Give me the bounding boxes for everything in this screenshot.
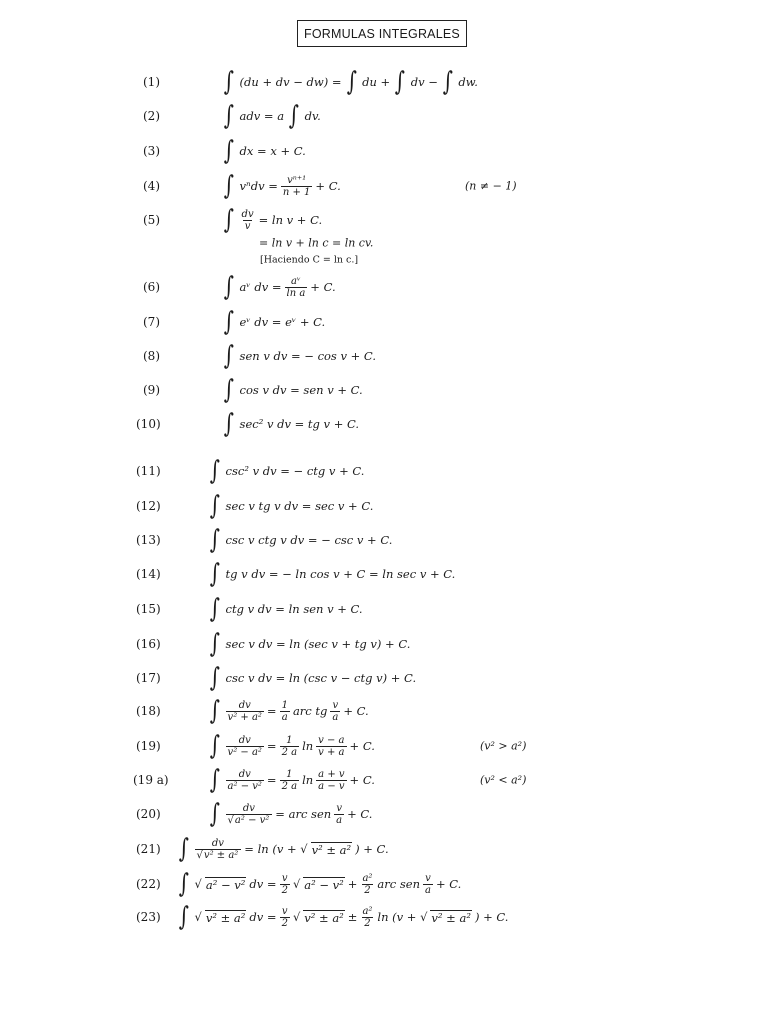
- integral-sign-icon: ∫: [178, 902, 189, 932]
- formula-row: [0, 307, 768, 337]
- formula: ∫ $\frac{dv}{\text{v² − a²}}$ = $\frac{1}{2 a}$ ln $\frac{v - a}{v + a}$ + C.: [209, 731, 375, 761]
- formula: ∫ √ a² − v² dv = $\frac{v}{2}$ √ a² − v² + $\frac{\text{a²}}{2}$ arc sen $\frac{v}{a}$ + C.: [178, 869, 462, 899]
- formula-number: (9): [143, 383, 160, 397]
- formula: ∫ sec v tg v dv = sec v + C.: [209, 491, 374, 521]
- integral-sign-icon: ∫: [209, 629, 220, 659]
- formula-row: [0, 799, 768, 829]
- formula: ∫ csc² v dv = − ctg v + C.: [209, 456, 365, 486]
- formula-row: [0, 341, 768, 371]
- integral-sign-icon: ∫: [346, 67, 357, 97]
- formula: ∫ tg v dv = − ln cos v + C = ln sec v + C.: [209, 559, 456, 589]
- formula-number: (19 a): [133, 773, 169, 787]
- integral-sign-icon: ∫: [209, 731, 220, 761]
- fraction: $\frac{v - a}{v + a}$: [318, 734, 345, 758]
- integral-sign-icon: ∫: [223, 409, 234, 439]
- formula: ∫ eᵛ dv = eᵛ + C.: [223, 307, 326, 337]
- fraction: $\frac{dv}{\text{√a² − v²}}$: [226, 803, 273, 826]
- formula-number: (16): [136, 637, 161, 651]
- formula-row: [0, 456, 768, 486]
- formula-row: [0, 136, 768, 166]
- integral-sign-icon: ∫: [209, 491, 220, 521]
- formula: ∫ ctg v dv = ln sen v + C.: [209, 594, 363, 624]
- formula-number: (10): [136, 417, 161, 431]
- fraction: $\frac{v}{a}$: [425, 872, 431, 896]
- formula: ∫ √ v² ± a² dv = $\frac{v}{2}$ √ v² ± a² ± $\frac{\text{a²}}{2}$ ln (v + √ v² ± a² ) + C.: [178, 902, 509, 932]
- formula-row: [0, 663, 768, 693]
- integral-sign-icon: ∫: [209, 456, 220, 486]
- formula-number: (14): [136, 567, 161, 581]
- formula-row: [0, 272, 768, 302]
- integral-sign-icon: ∫: [209, 594, 220, 624]
- formula: ∫ $\frac{dv}{\text{√v² ± a²}}$ = ln (v + √ v² ± a² ) + C.: [178, 834, 389, 864]
- fraction: $\frac{dv}{\text{√v² ± a²}}$: [195, 838, 242, 861]
- formula-number: (5): [143, 213, 160, 227]
- condition: (v² < a²): [480, 773, 527, 787]
- fraction: $\frac{\text{a²}}{2}$: [362, 872, 373, 896]
- integral-sign-icon: ∫: [209, 765, 220, 795]
- formula-number: (23): [136, 910, 161, 924]
- formula: ∫ aᵛ dv = $\frac{\text{aᵛ}}{\text{ln a}}$ + C.: [223, 272, 336, 302]
- formula-number: (21): [136, 842, 161, 856]
- formula-number: (8): [143, 349, 160, 363]
- formula-row: [0, 171, 768, 201]
- formula: ∫ (du + dv − dw) = ∫ du + ∫ dv − ∫ dw.: [223, 67, 478, 97]
- integral-sign-icon: ∫: [223, 67, 234, 97]
- formula-row: [0, 375, 768, 405]
- fraction: $\frac{v}{2}$: [281, 905, 288, 929]
- fraction: $\frac{dv}{\text{v² − a²}}$: [227, 734, 262, 758]
- integral-sign-icon: ∫: [223, 307, 234, 337]
- formula-row: [0, 869, 768, 899]
- integral-sign-icon: ∫: [223, 375, 234, 405]
- formula-number: (17): [136, 671, 161, 685]
- integral-sign-icon: ∫: [223, 272, 234, 302]
- fraction: $\frac{dv}{v}$: [241, 208, 254, 232]
- formula-number: (1): [143, 75, 160, 89]
- fraction: $\frac{1}{2 a}$: [281, 734, 298, 758]
- integral-sign-icon: ∫: [209, 525, 220, 555]
- formula-number: (11): [136, 464, 161, 478]
- page-title: FORMULAS INTEGRALES: [297, 20, 467, 47]
- formula: ∫ csc v ctg v dv = − csc v + C.: [209, 525, 393, 555]
- formula-number: (20): [136, 807, 161, 821]
- formula: ∫ csc v dv = ln (csc v − ctg v) + C.: [209, 663, 417, 693]
- formula-row: [0, 101, 768, 131]
- formula: ∫ vⁿdv = $\frac{\text{vⁿ⁺¹}}{n + 1}$ + C.: [223, 171, 341, 201]
- formula: ∫ cos v dv = sen v + C.: [223, 375, 363, 405]
- formula-row: [0, 67, 768, 97]
- formula-number: (3): [143, 144, 160, 158]
- condition: (v² > a²): [480, 739, 527, 753]
- fraction: $\frac{v}{a}$: [336, 802, 343, 826]
- formula: ∫ $\frac{dv}{\text{a² − v²}}$ = $\frac{1}{2 a}$ ln $\frac{a + v}{a - v}$ + C.: [209, 765, 375, 795]
- formula-row: [0, 525, 768, 555]
- formula-continuation: = ln v + ln c = ln cv.: [259, 236, 374, 250]
- formula-number: (22): [136, 877, 161, 891]
- integral-sign-icon: ∫: [223, 136, 234, 166]
- formula: ∫ $\frac{dv}{\text{v² + a²}}$ = $\frac{1}{a}$ arc tg $\frac{v}{a}$ + C.: [209, 696, 369, 726]
- formula-row: [0, 491, 768, 521]
- formula-number: (12): [136, 499, 161, 513]
- formula-row: [0, 205, 768, 235]
- fraction: $\frac{\text{aᵛ}}{\text{ln a}}$: [286, 275, 306, 299]
- fraction: $\frac{dv}{\text{v² + a²}}$: [227, 699, 262, 723]
- fraction: $\frac{a + v}{a - v}$: [318, 768, 345, 792]
- formula: ∫ sen v dv = − cos v + C.: [223, 341, 376, 371]
- formula-row: [0, 594, 768, 624]
- formula-row: [0, 731, 768, 761]
- integral-sign-icon: ∫: [209, 559, 220, 589]
- fraction: $\frac{\text{vⁿ⁺¹}}{n + 1}$: [282, 174, 311, 198]
- formula-number: (2): [143, 109, 160, 123]
- formula-number: (6): [143, 280, 160, 294]
- integral-sign-icon: ∫: [223, 171, 234, 201]
- formula-row: [0, 629, 768, 659]
- formula-number: (7): [143, 315, 160, 329]
- integral-sign-icon: ∫: [209, 696, 220, 726]
- integral-sign-icon: ∫: [223, 205, 234, 235]
- integral-sign-icon: ∫: [178, 834, 189, 864]
- fraction: $\frac{v}{a}$: [332, 699, 339, 723]
- formula-row: [0, 409, 768, 439]
- formula-row: [0, 834, 768, 864]
- integral-sign-icon: ∫: [288, 101, 299, 131]
- formula: ∫ sec² v dv = tg v + C.: [223, 409, 360, 439]
- formula: ∫ sec v dv = ln (sec v + tg v) + C.: [209, 629, 411, 659]
- formula-number: (19): [136, 739, 161, 753]
- formula-note: [Haciendo C = ln c.]: [260, 254, 359, 266]
- integral-sign-icon: ∫: [209, 663, 220, 693]
- fraction: $\frac{dv}{\text{a² − v²}}$: [227, 768, 262, 792]
- fraction: $\frac{1}{2 a}$: [281, 768, 298, 792]
- fraction: $\frac{\text{a²}}{2}$: [362, 905, 373, 929]
- formula-number: (4): [143, 179, 160, 193]
- formula: ∫ adv = a ∫ dv.: [223, 101, 321, 131]
- integral-sign-icon: ∫: [178, 869, 189, 899]
- formula-row: [0, 902, 768, 932]
- integral-sign-icon: ∫: [442, 67, 453, 97]
- integral-sign-icon: ∫: [223, 341, 234, 371]
- formula-number: (13): [136, 533, 161, 547]
- formula-number: (15): [136, 602, 161, 616]
- formula-row: [0, 765, 768, 795]
- formula-row: [0, 696, 768, 726]
- integral-sign-icon: ∫: [223, 101, 234, 131]
- formula-number: (18): [136, 704, 161, 718]
- integral-sign-icon: ∫: [394, 67, 406, 97]
- formula: ∫ dx = x + C.: [223, 136, 306, 166]
- fraction: $\frac{v}{2}$: [281, 872, 288, 896]
- formula-row: [0, 559, 768, 589]
- integral-sign-icon: ∫: [209, 799, 220, 829]
- fraction: $\frac{1}{a}$: [281, 699, 288, 723]
- formula: ∫ $\frac{dv}{\text{√a² − v²}}$ = arc sen $\frac{v}{a}$ + C.: [209, 799, 373, 829]
- formula: ∫ $\frac{dv}{v}$ = ln v + C.: [223, 205, 323, 235]
- condition: (n ≠ − 1): [465, 179, 517, 193]
